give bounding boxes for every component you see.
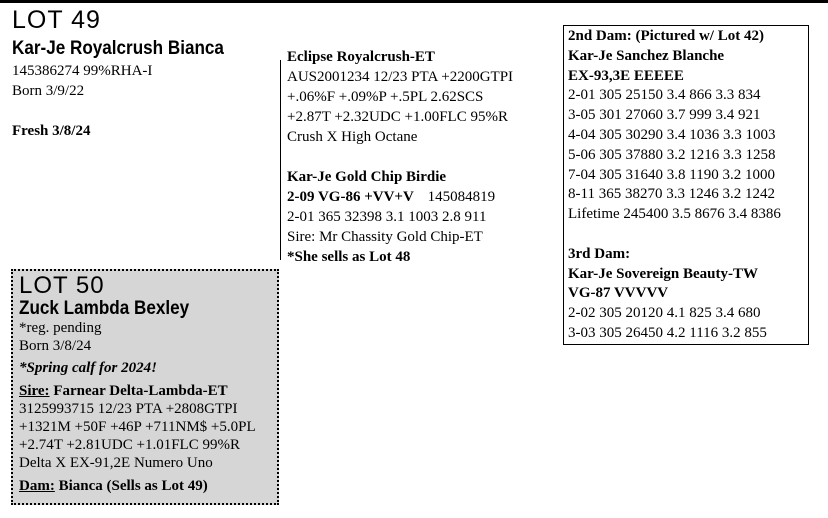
lot50-born: Born 3/8/24 [19,337,92,354]
third-dam-class: VG-87 VVVVV [568,285,669,302]
second-dam-header: 2nd Dam: (Pictured w/ Lot 42) [568,28,764,44]
lot50-box [11,269,279,505]
lot50-note: *Spring calf for 2024! [19,359,157,376]
lot50-name: Zuck Lambda Bexley [19,298,190,319]
second-dam-record: 4-04 305 30290 3.4 1036 3.3 1003 [568,126,776,143]
lot49-born: Born 3/9/22 [12,83,85,99]
lot50-title: LOT 50 [19,272,105,299]
dam-class-row [287,187,495,207]
lot50-sire-line: 3125993715 12/23 PTA +2808GTPI [19,401,238,418]
spacer [568,225,804,245]
second-dam-class: EX-93,3E EEEEE [568,67,684,84]
third-dam-header: 3rd Dam: [568,245,631,262]
second-dam-record: 5-06 305 37880 3.2 1216 3.3 1258 [568,146,776,163]
column-divider [280,60,281,260]
lot50-sire-row [19,383,271,401]
lot50-dam-row [19,478,271,496]
sire-name: Eclipse Royalcrush-ET [287,49,435,65]
second-dam-record: 2-01 305 25150 3.4 866 3.3 834 [568,87,761,104]
dam-sire-line: Sire: Mr Chassity Gold Chip-ET [287,229,483,245]
dam-name: Kar-Je Gold Chip Birdie [287,169,447,185]
sire-line: +2.87T +2.32UDC +1.00FLC 95%R [287,109,508,125]
sire-line: +.06%F +.09%P +.5PL 2.62SCS [287,89,484,105]
lot49-title: LOT 49 [12,6,101,34]
dam-note: *She sells as Lot 48 [287,249,411,265]
second-dam-lifetime: Lifetime 245400 3.5 8676 3.4 8386 [568,206,781,223]
lot50-sire-line: +1321M +50F +46P +711NM$ +5.0PL [19,418,256,435]
third-dam-record: 3-03 305 26450 4.2 1116 3.2 855 [568,324,767,341]
third-dam-record: 2-02 305 20120 4.1 825 3.4 680 [568,305,761,322]
second-dam-record: 8-11 365 38270 3.3 1246 3.2 1242 [568,186,775,203]
dam-record: 2-01 365 32398 3.1 1003 2.8 911 [287,209,487,225]
sire-line: AUS2001234 12/23 PTA +2200GTPI [287,69,514,85]
second-dam-record: 3-05 301 27060 3.7 999 3.4 921 [568,107,761,124]
dam-class-line: 2-09 VG-86 +VV+V [287,189,414,205]
second-dam-box [563,25,809,345]
dam-reg: 145084819 [427,189,496,205]
lot50-dam-text: Bianca (Sells as Lot 49) [58,478,208,495]
lot50-reg: *reg. pending [19,320,102,336]
lot50-sire-line: +2.74T +2.81UDC +1.01FLC 99%R [19,436,240,453]
second-dam-name: Kar-Je Sanchez Blanche [568,47,725,64]
second-dam-record: 7-04 305 31640 3.8 1190 3.2 1000 [568,166,775,183]
lot49-name: Kar-Je Royalcrush Bianca [12,38,224,59]
lot50-sire-line: Delta X EX-91,2E Numero Uno [19,454,213,471]
lot49-id-line: 145386274 99%RHA-I [12,63,153,79]
lot50-sire-name: Farnear Delta-Lambda-ET [53,383,228,400]
lot49-fresh: Fresh 3/8/24 [12,123,91,139]
sire-line: Crush X High Octane [287,129,418,145]
lot50-sire-label: Sire: [19,383,50,400]
top-rule [0,0,828,3]
lot50-dam-label: Dam: [19,478,55,495]
third-dam-name: Kar-Je Sovereign Beauty-TW [568,265,758,282]
